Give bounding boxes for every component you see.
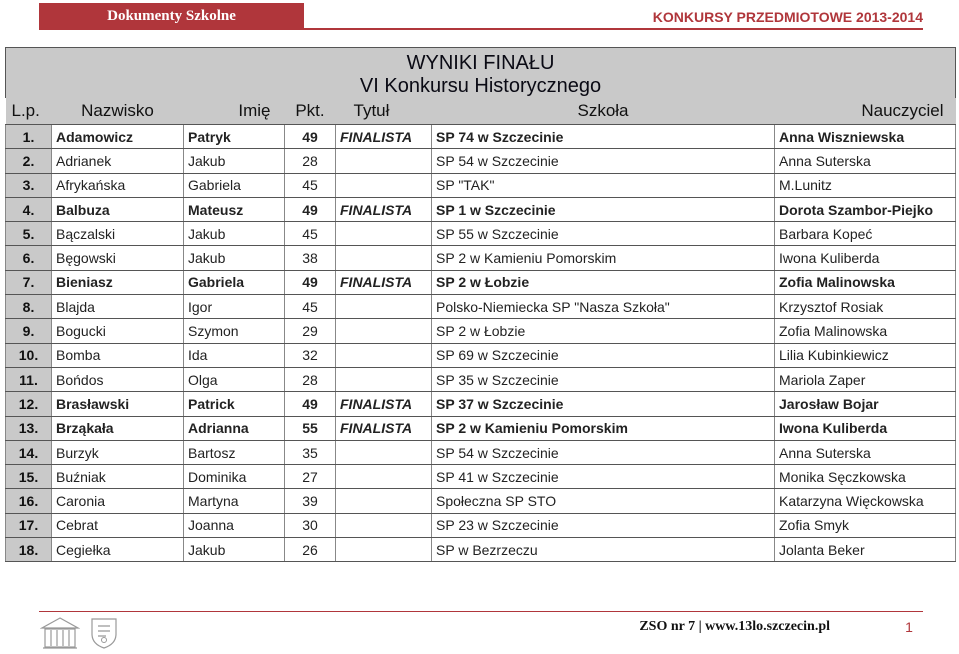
row-tytul: [336, 367, 432, 391]
row-nazwisko: Buźniak: [52, 465, 184, 489]
school-building-logo: [40, 616, 80, 650]
row-szkola: SP 2 w Łobzie: [432, 270, 775, 294]
row-szkola: SP 1 w Szczecinie: [432, 197, 775, 221]
row-imie: Ida: [184, 343, 285, 367]
row-nazwisko: Bęgowski: [52, 246, 184, 270]
row-tytul: [336, 440, 432, 464]
row-pkt: 49: [285, 270, 336, 294]
table-row: [6, 367, 956, 391]
row-lp: 14.: [6, 440, 52, 464]
row-pkt: 27: [285, 465, 336, 489]
row-pkt: 39: [285, 489, 336, 513]
row-tytul: [336, 538, 432, 562]
row-nazwisko: Cegiełka: [52, 538, 184, 562]
row-szkola: SP 2 w Kamieniu Pomorskim: [432, 246, 775, 270]
row-nauczyciel: Zofia Smyk: [775, 513, 956, 537]
row-nazwisko: Balbuza: [52, 197, 184, 221]
row-tytul: [336, 489, 432, 513]
row-pkt: 45: [285, 295, 336, 319]
table-row: [6, 125, 956, 149]
table-row: [6, 295, 956, 319]
row-szkola: SP "TAK": [432, 173, 775, 197]
row-pkt: 45: [285, 222, 336, 246]
table-row: [6, 197, 956, 221]
row-nauczyciel: Iwona Kuliberda: [775, 246, 956, 270]
row-nauczyciel: Zofia Malinowska: [775, 319, 956, 343]
row-pkt: 49: [285, 392, 336, 416]
row-szkola: SP 2 w Kamieniu Pomorskim: [432, 416, 775, 440]
row-nauczyciel: Jarosław Bojar: [775, 392, 956, 416]
school-crest-logo: [84, 616, 124, 650]
row-nauczyciel: Jolanta Beker: [775, 538, 956, 562]
row-nazwisko: Adamowicz: [52, 125, 184, 149]
row-nazwisko: Blajda: [52, 295, 184, 319]
row-lp: 11.: [6, 367, 52, 391]
row-nazwisko: Bońdos: [52, 367, 184, 391]
row-tytul: [336, 465, 432, 489]
row-szkola: Społeczna SP STO: [432, 489, 775, 513]
contest-name: VI Konkursu Historycznego: [6, 75, 956, 98]
row-pkt: 29: [285, 319, 336, 343]
table-row: [6, 222, 956, 246]
row-pkt: 28: [285, 149, 336, 173]
row-pkt: 55: [285, 416, 336, 440]
column-header-row: [6, 98, 956, 125]
table-row: [6, 270, 956, 294]
table-row: [6, 149, 956, 173]
table-row: [6, 173, 956, 197]
row-lp: 1.: [6, 125, 52, 149]
row-lp: 18.: [6, 538, 52, 562]
table-row: [6, 416, 956, 440]
row-nauczyciel: Barbara Kopeć: [775, 222, 956, 246]
row-pkt: 49: [285, 125, 336, 149]
row-imie: Jakub: [184, 222, 285, 246]
table-row: [6, 465, 956, 489]
row-lp: 8.: [6, 295, 52, 319]
column-header-szkola: Szkoła: [432, 98, 775, 125]
header-divider: [304, 28, 923, 30]
table-row: [6, 538, 956, 562]
row-imie: Igor: [184, 295, 285, 319]
row-imie: Gabriela: [184, 173, 285, 197]
row-imie: Patryk: [184, 125, 285, 149]
row-tytul: FINALISTA: [336, 392, 432, 416]
row-lp: 15.: [6, 465, 52, 489]
row-tytul: [336, 222, 432, 246]
row-szkola: SP 23 w Szczecinie: [432, 513, 775, 537]
row-imie: Jakub: [184, 246, 285, 270]
row-pkt: 26: [285, 538, 336, 562]
row-nazwisko: Bieniasz: [52, 270, 184, 294]
column-header-nauczyciel: Nauczyciel: [775, 98, 956, 125]
row-szkola: SP 55 w Szczecinie: [432, 222, 775, 246]
row-lp: 12.: [6, 392, 52, 416]
row-nazwisko: Bączalski: [52, 222, 184, 246]
row-imie: Dominika: [184, 465, 285, 489]
row-lp: 16.: [6, 489, 52, 513]
results-table: [5, 47, 956, 562]
row-nauczyciel: Iwona Kuliberda: [775, 416, 956, 440]
row-tytul: [336, 319, 432, 343]
results-title: WYNIKI FINAŁU: [6, 48, 956, 76]
row-szkola: Polsko-Niemiecka SP "Nasza Szkoła": [432, 295, 775, 319]
table-row: [6, 392, 956, 416]
row-imie: Gabriela: [184, 270, 285, 294]
row-nazwisko: Afrykańska: [52, 173, 184, 197]
row-pkt: 30: [285, 513, 336, 537]
row-lp: 3.: [6, 173, 52, 197]
table-row: [6, 440, 956, 464]
row-nauczyciel: Krzysztof Rosiak: [775, 295, 956, 319]
column-header-lp: L.p.: [6, 98, 52, 125]
row-nauczyciel: Lilia Kubinkiewicz: [775, 343, 956, 367]
row-pkt: 35: [285, 440, 336, 464]
row-szkola: SP 41 w Szczecinie: [432, 465, 775, 489]
row-lp: 2.: [6, 149, 52, 173]
row-nauczyciel: M.Lunitz: [775, 173, 956, 197]
row-lp: 9.: [6, 319, 52, 343]
table-row: [6, 343, 956, 367]
row-tytul: FINALISTA: [336, 270, 432, 294]
row-tytul: FINALISTA: [336, 125, 432, 149]
row-szkola: SP 35 w Szczecinie: [432, 367, 775, 391]
row-nazwisko: Brasławski: [52, 392, 184, 416]
footer-logos: [40, 616, 130, 652]
row-imie: Joanna: [184, 513, 285, 537]
row-imie: Patrick: [184, 392, 285, 416]
row-imie: Adrianna: [184, 416, 285, 440]
row-szkola: SP 69 w Szczecinie: [432, 343, 775, 367]
row-nazwisko: Burzyk: [52, 440, 184, 464]
row-szkola: SP 2 w Łobzie: [432, 319, 775, 343]
footer-school-info: ZSO nr 7 | www.13lo.szczecin.pl: [639, 619, 830, 634]
table-row: [6, 489, 956, 513]
document-category-banner: Dokumenty Szkolne: [39, 3, 304, 30]
column-header-nazwisko: Nazwisko: [52, 98, 184, 125]
table-row: [6, 513, 956, 537]
row-nazwisko: Bomba: [52, 343, 184, 367]
row-tytul: [336, 173, 432, 197]
row-nazwisko: Caronia: [52, 489, 184, 513]
page-number: 1: [905, 619, 913, 635]
row-szkola: SP w Bezrzeczu: [432, 538, 775, 562]
document-title: KONKURSY PRZEDMIOTOWE 2013-2014: [652, 8, 923, 25]
row-szkola: SP 54 w Szczecinie: [432, 149, 775, 173]
row-tytul: [336, 343, 432, 367]
row-szkola: SP 37 w Szczecinie: [432, 392, 775, 416]
row-lp: 13.: [6, 416, 52, 440]
row-pkt: 28: [285, 367, 336, 391]
row-imie: Bartosz: [184, 440, 285, 464]
row-pkt: 45: [285, 173, 336, 197]
row-nauczyciel: Anna Suterska: [775, 440, 956, 464]
row-szkola: SP 74 w Szczecinie: [432, 125, 775, 149]
row-nauczyciel: Katarzyna Więckowska: [775, 489, 956, 513]
row-nazwisko: Adrianek: [52, 149, 184, 173]
row-nazwisko: Bogucki: [52, 319, 184, 343]
row-imie: Jakub: [184, 538, 285, 562]
column-header-tytul: Tytuł: [336, 98, 432, 125]
row-nauczyciel: Dorota Szambor-Piejko: [775, 197, 956, 221]
row-tytul: FINALISTA: [336, 416, 432, 440]
table-row: [6, 319, 956, 343]
row-imie: Mateusz: [184, 197, 285, 221]
column-header-pkt: Pkt.: [285, 98, 336, 125]
row-tytul: [336, 295, 432, 319]
row-lp: 5.: [6, 222, 52, 246]
row-nauczyciel: Anna Suterska: [775, 149, 956, 173]
row-nauczyciel: Monika Sęczkowska: [775, 465, 956, 489]
row-lp: 10.: [6, 343, 52, 367]
row-tytul: FINALISTA: [336, 197, 432, 221]
row-nazwisko: Cebrat: [52, 513, 184, 537]
row-imie: Szymon: [184, 319, 285, 343]
row-tytul: [336, 149, 432, 173]
row-imie: Olga: [184, 367, 285, 391]
row-nazwisko: Brząkała: [52, 416, 184, 440]
row-lp: 7.: [6, 270, 52, 294]
table-row: [6, 246, 956, 270]
row-nauczyciel: Zofia Malinowska: [775, 270, 956, 294]
row-lp: 6.: [6, 246, 52, 270]
row-nauczyciel: Mariola Zaper: [775, 367, 956, 391]
row-tytul: [336, 246, 432, 270]
row-lp: 4.: [6, 197, 52, 221]
footer-divider: [39, 611, 923, 612]
row-pkt: 49: [285, 197, 336, 221]
row-szkola: SP 54 w Szczecinie: [432, 440, 775, 464]
row-imie: Jakub: [184, 149, 285, 173]
row-imie: Martyna: [184, 489, 285, 513]
row-lp: 17.: [6, 513, 52, 537]
results-table-wrapper: [5, 47, 955, 562]
row-pkt: 38: [285, 246, 336, 270]
row-nauczyciel: Anna Wiszniewska: [775, 125, 956, 149]
column-header-imie: Imię: [184, 98, 285, 125]
row-pkt: 32: [285, 343, 336, 367]
row-tytul: [336, 513, 432, 537]
